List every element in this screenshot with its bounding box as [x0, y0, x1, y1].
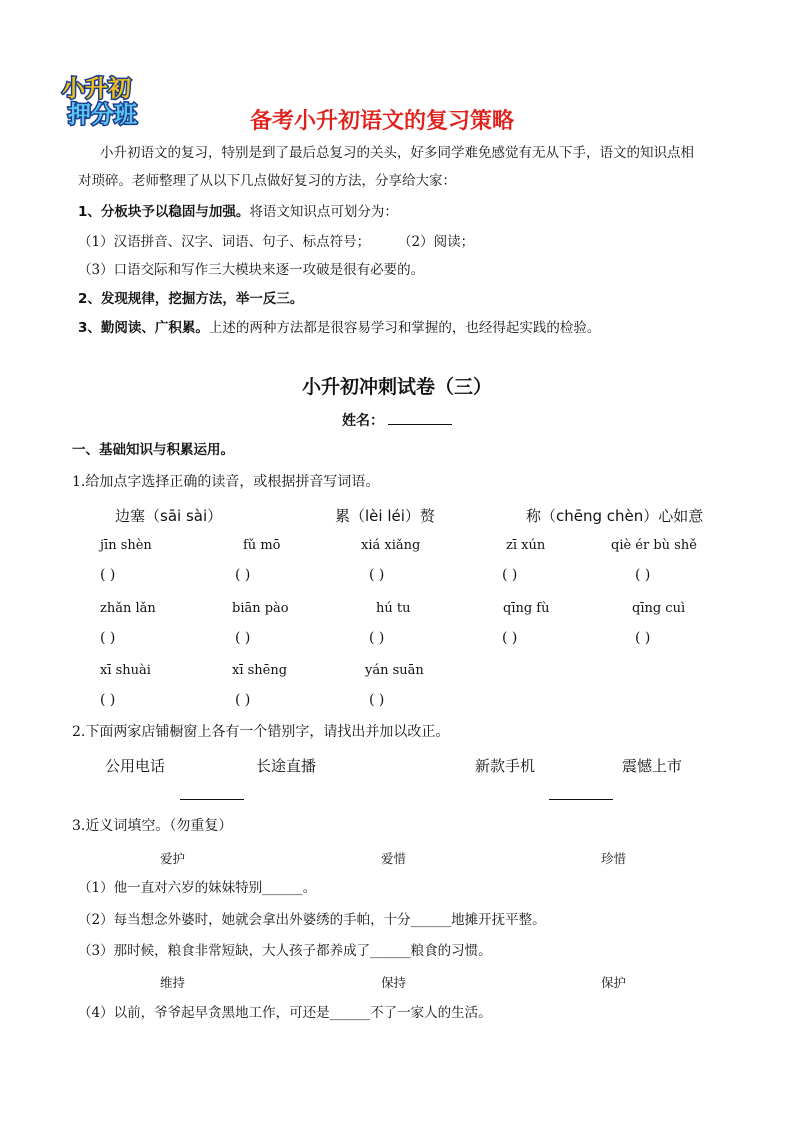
answer-blank[interactable]: ( )	[235, 630, 251, 646]
store-word-4: 震憾上市	[622, 757, 683, 775]
pinyin-1-1: jīn shèn	[100, 538, 152, 553]
tip-3-bold: 3、勤阅读、广积累。	[78, 320, 209, 336]
pinyin-2-3: hú tu	[376, 601, 411, 616]
answer-blank[interactable]: ( )	[100, 567, 116, 583]
pinyin-2-5: qīng cuì	[632, 601, 686, 616]
synonym-6: 保护	[601, 975, 627, 990]
tip-2: 2、发现规律，挖掘方法，举一反三。	[78, 291, 304, 307]
pinyin-1-3: xiá xiǎng	[361, 538, 421, 553]
sentence-4: （4）以前，爷爷起早贪黑地工作，可还是______不了一家人的生活。	[78, 1005, 492, 1021]
synonym-2: 爱惜	[381, 851, 407, 866]
tip-3	[78, 318, 600, 338]
pinyin-2-4: qīng fù	[503, 601, 550, 616]
synonym-3: 珍惜	[601, 851, 627, 866]
choice-2: 累（lèi léi）赘	[335, 507, 435, 525]
sentence-3: （3）那时候，粮食非常短缺，大人孩子都养成了______粮食的习惯。	[78, 943, 492, 959]
name-label: 姓名：	[342, 413, 384, 429]
answer-blank[interactable]: ( )	[100, 630, 116, 646]
synonym-5: 保持	[381, 975, 407, 990]
logo-line1: 小升初	[62, 76, 131, 102]
pinyin-1-5: qiè ér bù shě	[611, 538, 697, 553]
q2-prompt: 2.下面两家店铺橱窗上各有一个错别字，请找出并加以改正。	[72, 724, 450, 740]
tip-1-rest: 将语文知识点可划分为：	[249, 204, 398, 220]
name-blank[interactable]	[388, 410, 452, 425]
answer-blank[interactable]: ( )	[235, 567, 251, 583]
page-title: 备考小升初语文的复习策略	[250, 109, 515, 134]
answer-blank[interactable]: ( )	[502, 567, 518, 583]
tip-1-sub1: （1）汉语拼音、汉字、词语、句子、标点符号；	[78, 234, 371, 250]
synonym-1: 爱护	[160, 851, 186, 866]
logo-line2: 押分班	[68, 102, 137, 128]
choice-1: 边塞（sāi sài）	[115, 507, 223, 525]
intro-line1: 小升初语文的复习，特别是到了最后总复习的关头，好多同学难免感觉有无从下手，语文的知识点相	[100, 145, 694, 161]
intro-line2: 对琐碎。老师整理了从以下几点做好复习的方法，分享给大家：	[78, 173, 456, 189]
answer-blank[interactable]: ( )	[369, 567, 385, 583]
answer-blank[interactable]: ( )	[635, 567, 651, 583]
choice-3: 称（chēng chèn）心如意	[526, 507, 704, 525]
answer-blank[interactable]: ( )	[369, 692, 385, 708]
pinyin-2-1: zhǎn lǎn	[100, 601, 156, 616]
sentence-1: （1）他一直对六岁的妹妹特别______。	[78, 880, 317, 896]
pinyin-1-2: fǔ mō	[243, 538, 281, 553]
sentence-2: （2）每当想念外婆时，她就会拿出外婆绣的手帕，十分______地摊开抚平整。	[78, 912, 546, 928]
store-word-2: 长途直播	[256, 757, 317, 775]
pinyin-3-2: xī shēng	[232, 663, 288, 678]
logo-image	[58, 70, 170, 128]
answer-blank[interactable]: ( )	[369, 630, 385, 646]
pinyin-1-4: zī xún	[506, 538, 546, 553]
answer-blank[interactable]: ( )	[235, 692, 251, 708]
name-field	[0, 410, 794, 430]
synonym-4: 维持	[160, 975, 186, 990]
tip-1-sub2: （2）阅读；	[398, 234, 475, 250]
answer-blank[interactable]: ( )	[635, 630, 651, 646]
tip-1	[78, 202, 398, 222]
q3-prompt: 3.近义词填空。（勿重复）	[72, 818, 233, 834]
pinyin-3-1: xī shuài	[100, 663, 151, 678]
section-heading: 一、基础知识与积累运用。	[72, 442, 234, 458]
store-word-3: 新款手机	[475, 757, 536, 775]
answer-blank[interactable]: ( )	[100, 692, 116, 708]
answer-blank[interactable]: ( )	[502, 630, 518, 646]
answer-line[interactable]	[549, 799, 613, 800]
answer-line[interactable]	[180, 799, 244, 800]
store-word-1: 公用电话	[105, 757, 166, 775]
tip-3-rest: 上述的两种方法都是很容易学习和掌握的，也经得起实践的检验。	[208, 320, 601, 336]
exam-title: 小升初冲刺试卷（三）	[301, 376, 492, 398]
tip-1-sub3: （3）口语交际和写作三大模块来逐一攻破是很有必要的。	[78, 262, 425, 278]
pinyin-2-2: biān pào	[232, 601, 289, 616]
tip-1-bold: 1、分板块予以稳固与加强。	[78, 204, 250, 220]
q1-prompt: 1.给加点字选择正确的读音，或根据拼音写词语。	[72, 474, 380, 490]
pinyin-3-3: yán suān	[365, 663, 424, 678]
